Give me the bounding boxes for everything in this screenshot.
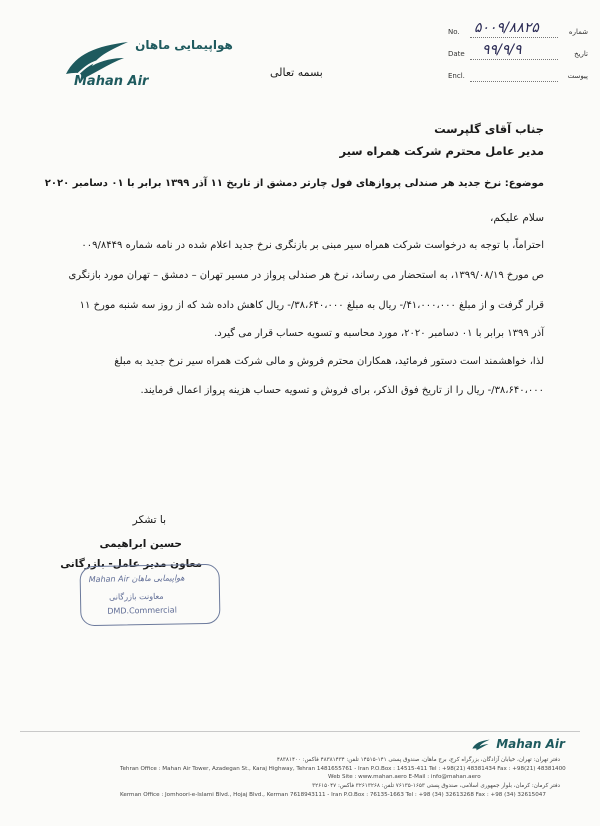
basmala: بسمه تعالی <box>270 66 323 79</box>
footer-tehran-en: Tehran Office : Mahan Air Tower, Azadegan St., Karaj Highway, Tehran 1481655761 - Iran P.O.Box : 14515-411 Tel : +98(21) 48381434 Fax : +98(21) 48381400 <box>120 766 566 772</box>
meta-encl-label-fa: پیوست <box>567 72 588 80</box>
stamp-line-3: DMD.Commercial <box>107 605 177 616</box>
body-line-2: ص مورخ ۱۳۹۹/۰۸/۱۹، به استحضار می رساند، نرخ هر صندلی پرواز در مسیر تهران – دمشق – تهران مورد بازنگری <box>68 270 544 281</box>
meta-number-label-fa: شماره <box>568 28 588 36</box>
meta-date-label-fa: تاریخ <box>574 50 588 58</box>
stamp-line-2: معاونت بازرگانی <box>108 591 164 602</box>
footer-kerman-en: Kerman Office : Jomhoori-e-Islami Blvd., Hojaj Blvd., Kerman 7618943111 - Iran P.O.Box : 76135-1663 Tel : +98 (34) 32613268 Fax : +98 (34) 32615047 <box>120 792 546 798</box>
stamp-line-1: Mahan Air هواپیمایی ماهان <box>88 573 185 585</box>
commercial-stamp <box>79 564 220 626</box>
letter-subject: موضوع: نرخ جدید هر صندلی پروازهای فول چارتر دمشق از تاریخ ۱۱ آذر ۱۳۹۹ برابر با ۰۱ دسامبر ۲۰۲۰ <box>44 178 544 189</box>
body-line-1: احتراماً، با توجه به درخواست شرکت همراه سیر مبنی بر بازنگری نرخ جدید اعلام شده در نامه شماره ۰۰۹/۸۴۴۹ <box>81 240 544 251</box>
recipient-name: جناب آقای گلپرست <box>434 122 544 136</box>
greeting: سلام علیکم، <box>490 212 544 224</box>
footer-tehran-fa: دفتر تهران: تهران، خیابان آزادگان، بزرگراه کرج، برج ماهان، صندوق پستی ۱۴۱-۱۴۵۱۵ تلفن: ۴۸۳۸۱۴۳۴ فاکس: ۴۸۳۸۱۴۰۰ <box>276 757 560 763</box>
closing: با تشکر <box>132 514 166 526</box>
body-line-4: آذر ۱۳۹۹ برابر با ۰۱ دسامبر ۲۰۲۰، مورد محاسبه و تسویه حساب قرار می گیرد. <box>214 328 544 339</box>
logo-text-en: Mahan Air <box>74 74 149 89</box>
body-line-6: ۳۸،۶۴۰،۰۰۰/- ریال را از تاریخ فوق الذکر، برای فروش و تسویه حساب هزینه پرواز اعمال فرمایند. <box>140 385 544 396</box>
meta-number-row <box>448 20 588 40</box>
meta-date-row <box>448 42 588 62</box>
meta-number-value: ۵۰۰۹/۸۸۲۵ <box>474 20 539 36</box>
meta-encl-line <box>470 81 558 82</box>
meta-date-value: ۹۹/۹/۹ <box>482 42 522 58</box>
letter-meta-box <box>448 20 588 84</box>
signer-name: حسین ابراهیمی <box>99 538 182 550</box>
body-line-3: قرار گرفت و از مبلغ ۴۱،۰۰۰،۰۰۰/- ریال به مبلغ ۳۸،۶۴۰،۰۰۰/- ریال کاهش داده شد که از روز سه شنبه مورخ ۱۱ <box>79 300 544 311</box>
footer-kerman-fa: دفتر کرمان: کرمان، بلوار جمهوری اسلامی، صندوق پستی ۱۶۵۳-۷۶۱۳۵ تلفن: ۳۲۶۱۳۲۶۸ فاکس: ۳۲۶۱۵۰۴۷ <box>312 783 560 789</box>
meta-date-label-en: Date <box>448 50 465 58</box>
recipient-title: مدیر عامل محترم شرکت همراه سیر <box>339 144 544 158</box>
meta-encl-row <box>448 70 588 84</box>
footer-logo <box>470 737 565 752</box>
signer-title: معاون مدیر عامل- بازرگانی <box>60 558 202 570</box>
mahan-air-logo <box>62 34 233 104</box>
meta-number-line <box>470 37 558 38</box>
footer-bird-icon <box>470 738 492 752</box>
footer-divider <box>20 731 580 732</box>
meta-encl-label-en: Encl. <box>448 72 465 80</box>
meta-number-label-en: No. <box>448 28 460 36</box>
footer-logo-text: Mahan Air <box>496 737 565 751</box>
logo-text-fa: هواپیمایی ماهان <box>135 38 233 52</box>
body-line-5: لذا، خواهشمند است دستور فرمائید، همکاران محترم فروش و مالی شرکت همراه سیر نرخ جدید به مبلغ <box>114 356 544 367</box>
footer-web: Web Site : www.mahan.aero E-Mail : info@mahan.aero <box>328 774 481 780</box>
meta-date-line <box>470 59 558 60</box>
